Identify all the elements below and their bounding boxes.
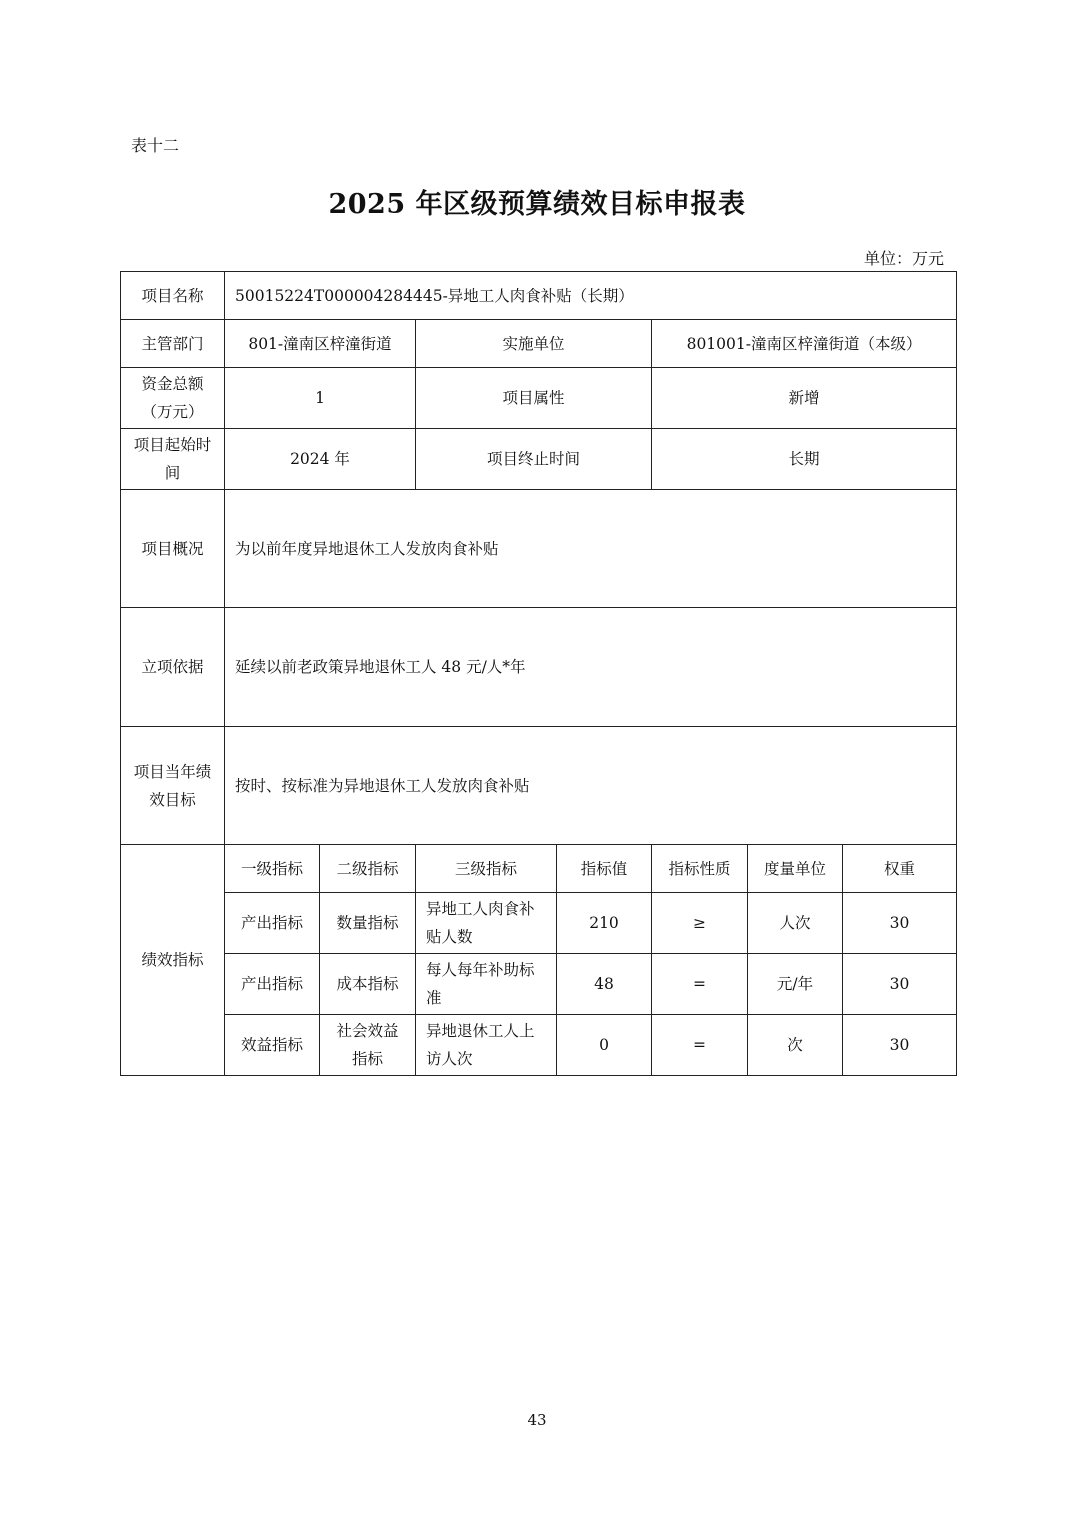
basis-label: 立项依据 [121, 608, 225, 727]
fund-total-label-line1: 资金总额 [141, 375, 204, 393]
level2-line1: 社会效益 [336, 1022, 399, 1040]
annual-goal-label-line2: 效目标 [149, 790, 196, 809]
header-weight: 权重 [843, 845, 957, 893]
header-value: 指标值 [557, 845, 652, 893]
department-value: 801-潼南区梓潼街道 [225, 320, 416, 368]
project-name-value: 50015224T000004284445-异地工人肉食补贴（长期） [225, 272, 957, 320]
project-attribute-label: 项目属性 [416, 368, 652, 429]
project-name-row [121, 272, 957, 320]
document-title: 2025 年区级预算绩效目标申报表 [328, 189, 746, 220]
start-time-label-line2: 间 [164, 464, 181, 482]
department-label: 主管部门 [121, 320, 225, 368]
fund-total-value: 1 [225, 368, 416, 429]
fund-row [121, 368, 957, 429]
unit-cell: 次 [748, 1015, 843, 1076]
annual-goal-label [121, 727, 225, 845]
level3-line2: 访人次 [426, 1050, 473, 1068]
fund-total-label [121, 368, 225, 429]
fund-total-label-line2: （万元） [141, 403, 204, 421]
unit-cell: 人次 [748, 893, 843, 954]
level3-cell [416, 893, 557, 954]
end-time-value: 长期 [652, 429, 957, 490]
table-row [121, 954, 957, 1015]
project-attribute-value: 新增 [652, 368, 957, 429]
start-time-value: 2024 年 [225, 429, 416, 490]
level2-cell: 成本指标 [320, 954, 416, 1015]
overview-label: 项目概况 [121, 490, 225, 608]
basis-row [121, 608, 957, 727]
level3-line1: 每人每年补助标 [426, 961, 535, 979]
nature-cell: ≥ [652, 893, 748, 954]
department-row [121, 320, 957, 368]
page-number: 43 [527, 1411, 547, 1429]
start-time-label [121, 429, 225, 490]
indicators-section-label: 绩效指标 [121, 845, 225, 1076]
header-level3: 三级指标 [416, 845, 557, 893]
level3-line2: 准 [426, 989, 442, 1007]
annual-goal-row [121, 727, 957, 845]
level3-line2: 贴人数 [426, 928, 473, 946]
annual-goal-label-line1: 项目当年绩 [133, 762, 212, 781]
table-row [121, 893, 957, 954]
unit-label: 单位：万元 [863, 249, 944, 268]
header-unit: 度量单位 [748, 845, 843, 893]
table-row [121, 1015, 957, 1076]
overview-value: 为以前年度异地退休工人发放肉食补贴 [225, 490, 957, 608]
annual-goal-value: 按时、按标准为异地退休工人发放肉食补贴 [225, 727, 957, 845]
end-time-label: 项目终止时间 [416, 429, 652, 490]
weight-cell: 30 [843, 954, 957, 1015]
time-row [121, 429, 957, 490]
implementing-unit-value: 801001-潼南区梓潼街道（本级） [652, 320, 957, 368]
table-number: 表十二 [131, 136, 180, 155]
header-level2: 二级指标 [320, 845, 416, 893]
level3-line1: 异地工人肉食补 [426, 900, 535, 918]
header-nature: 指标性质 [652, 845, 748, 893]
basis-value: 延续以前老政策异地退休工人 48 元/人*年 [225, 608, 957, 727]
budget-target-form [120, 271, 957, 1076]
nature-cell: = [652, 954, 748, 1015]
header-level1: 一级指标 [225, 845, 320, 893]
level1-cell: 产出指标 [225, 954, 320, 1015]
level3-line1: 异地退休工人上 [426, 1022, 535, 1040]
overview-row [121, 490, 957, 608]
indicator-header-row [121, 845, 957, 893]
start-time-label-line1: 项目起始时 [133, 436, 212, 454]
level2-cell: 数量指标 [320, 893, 416, 954]
level1-cell: 产出指标 [225, 893, 320, 954]
level3-cell [416, 1015, 557, 1076]
level1-cell: 效益指标 [225, 1015, 320, 1076]
implementing-unit-label: 实施单位 [416, 320, 652, 368]
value-cell: 210 [557, 893, 652, 954]
level2-line2: 指标 [351, 1050, 383, 1068]
nature-cell: = [652, 1015, 748, 1076]
project-name-label: 项目名称 [121, 272, 225, 320]
value-cell: 48 [557, 954, 652, 1015]
weight-cell: 30 [843, 893, 957, 954]
value-cell: 0 [557, 1015, 652, 1076]
level2-cell [320, 1015, 416, 1076]
unit-cell: 元/年 [748, 954, 843, 1015]
level3-cell [416, 954, 557, 1015]
weight-cell: 30 [843, 1015, 957, 1076]
